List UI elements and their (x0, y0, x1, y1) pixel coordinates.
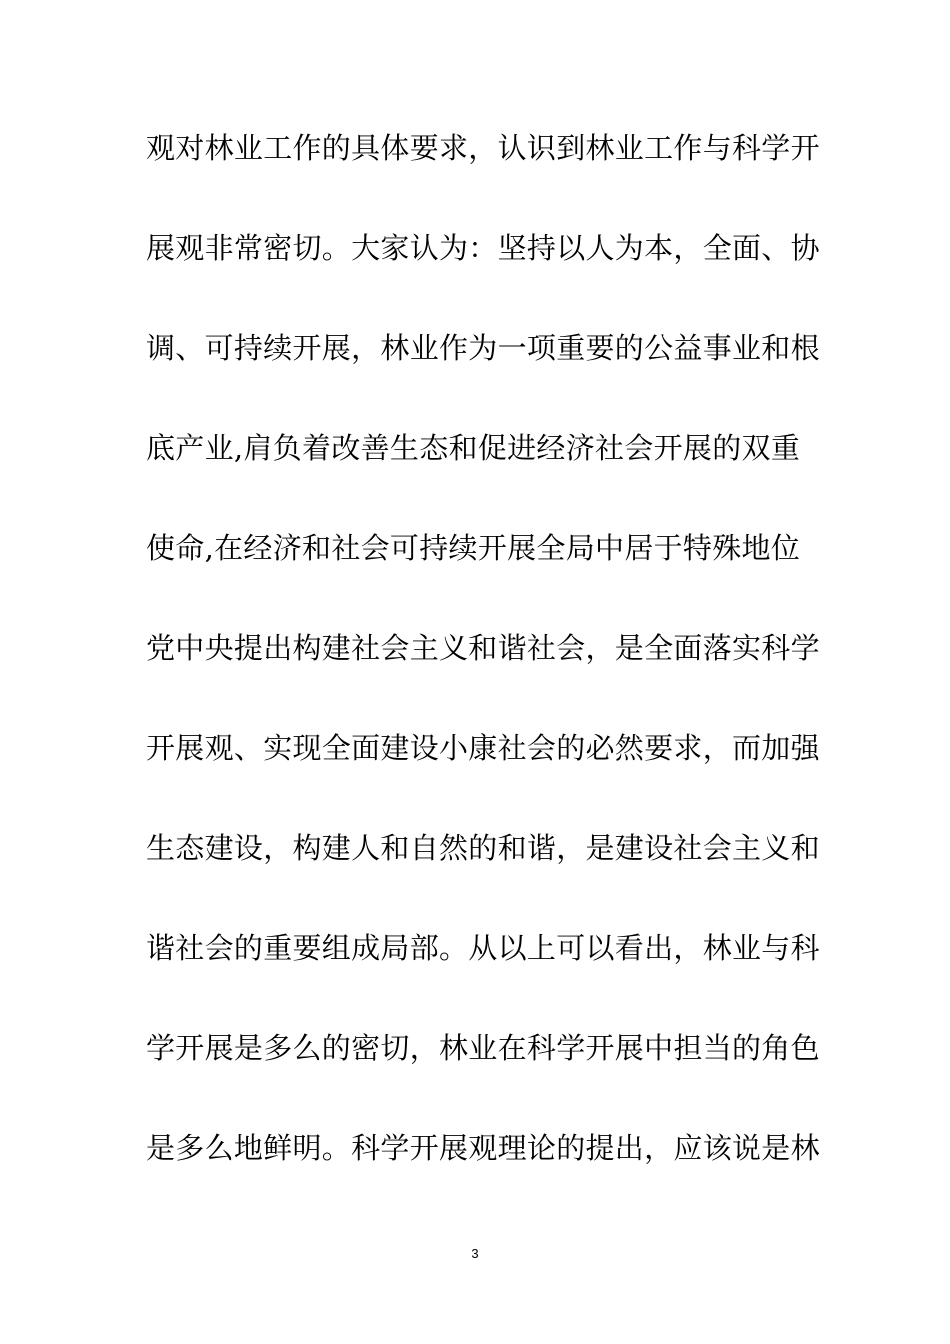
text-line-3: 调、可持续开展，林业作为一项重要的公益事业和根 (146, 331, 820, 365)
page-number: 3 (471, 1246, 479, 1261)
text-line-5: 使命,在经济和社会可持续开展全局中居于特殊地位 (146, 531, 801, 565)
text-line-6: 党中央提出构建社会主义和谐社会，是全面落实科学 (146, 631, 820, 665)
text-line-11: 是多么地鲜明。科学开展观理论的提出，应该说是林 (146, 1131, 820, 1165)
text-line-4: 底产业,肩负着改善生态和促进经济社会开展的双重 (146, 431, 801, 465)
text-line-10: 学开展是多么的密切，林业在科学开展中担当的角色 (146, 1031, 820, 1065)
text-line-7: 开展观、实现全面建设小康社会的必然要求，而加强 (146, 731, 820, 765)
text-line-9: 谐社会的重要组成局部。从以上可以看出，林业与科 (146, 931, 820, 965)
text-line-2: 展观非常密切。大家认为：坚持以人为本，全面、协 (146, 231, 820, 265)
body-text (146, 126, 820, 1226)
text-line-1: 观对林业工作的具体要求，认识到林业工作与科学开 (146, 131, 820, 165)
text-line-8: 生态建设，构建人和自然的和谐，是建设社会主义和 (146, 831, 820, 865)
